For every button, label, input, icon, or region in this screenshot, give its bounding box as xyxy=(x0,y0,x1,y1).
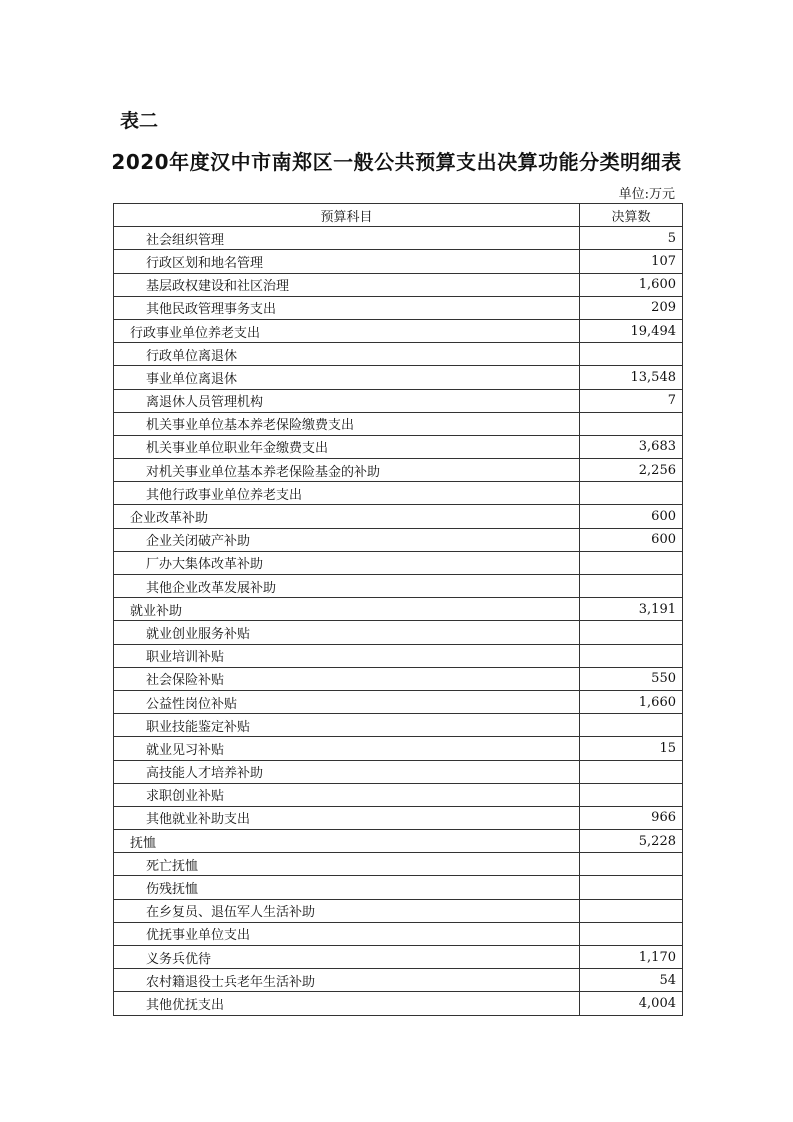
table-row xyxy=(114,296,683,319)
budget-subject: 其他行政事业单位养老支出 xyxy=(114,482,580,505)
table-row xyxy=(114,922,683,945)
final-amount xyxy=(580,876,683,899)
table-row xyxy=(114,806,683,829)
table-row xyxy=(114,505,683,528)
table-row xyxy=(114,319,683,342)
final-amount: 2,256 xyxy=(580,459,683,482)
budget-subject: 社会保险补贴 xyxy=(114,667,580,690)
budget-subject: 义务兵优待 xyxy=(114,946,580,969)
table-row xyxy=(114,482,683,505)
budget-subject: 事业单位离退休 xyxy=(114,366,580,389)
table-row xyxy=(114,343,683,366)
table-row xyxy=(114,992,683,1015)
final-amount xyxy=(580,343,683,366)
budget-subject: 高技能人才培养补助 xyxy=(114,760,580,783)
table-row xyxy=(114,366,683,389)
final-amount: 107 xyxy=(580,250,683,273)
final-amount xyxy=(580,714,683,737)
budget-subject: 其他企业改革发展补助 xyxy=(114,575,580,598)
budget-subject: 企业关闭破产补助 xyxy=(114,528,580,551)
budget-subject: 社会组织管理 xyxy=(114,227,580,250)
table-row xyxy=(114,690,683,713)
budget-subject: 其他就业补助支出 xyxy=(114,806,580,829)
budget-subject: 就业补助 xyxy=(114,598,580,621)
table-row xyxy=(114,435,683,458)
budget-subject: 机关事业单位基本养老保险缴费支出 xyxy=(114,412,580,435)
table-row xyxy=(114,412,683,435)
table-row xyxy=(114,389,683,412)
final-amount: 54 xyxy=(580,969,683,992)
table-row xyxy=(114,783,683,806)
budget-subject: 其他民政管理事务支出 xyxy=(114,296,580,319)
budget-subject: 农村籍退役士兵老年生活补助 xyxy=(114,969,580,992)
table-row xyxy=(114,621,683,644)
table-row xyxy=(114,459,683,482)
budget-subject: 离退休人员管理机构 xyxy=(114,389,580,412)
budget-subject: 就业创业服务补贴 xyxy=(114,621,580,644)
final-amount xyxy=(580,482,683,505)
unit-label: 单位:万元 xyxy=(618,187,675,202)
table-row xyxy=(114,273,683,296)
budget-subject: 抚恤 xyxy=(114,830,580,853)
final-amount: 209 xyxy=(580,296,683,319)
budget-subject: 死亡抚恤 xyxy=(114,853,580,876)
budget-subject: 公益性岗位补贴 xyxy=(114,690,580,713)
final-amount xyxy=(580,621,683,644)
column-header-subject: 预算科目 xyxy=(114,204,580,227)
table-row xyxy=(114,899,683,922)
final-amount: 15 xyxy=(580,737,683,760)
final-amount xyxy=(580,575,683,598)
table-body xyxy=(114,227,683,1015)
table-row xyxy=(114,598,683,621)
budget-subject: 其他优抚支出 xyxy=(114,992,580,1015)
table-row xyxy=(114,227,683,250)
table-row xyxy=(114,644,683,667)
budget-subject: 厂办大集体改革补助 xyxy=(114,551,580,574)
table-row xyxy=(114,876,683,899)
budget-subject: 对机关事业单位基本养老保险基金的补助 xyxy=(114,459,580,482)
budget-subject: 基层政权建设和社区治理 xyxy=(114,273,580,296)
final-amount: 4,004 xyxy=(580,992,683,1015)
final-amount: 600 xyxy=(580,505,683,528)
column-header-amount: 决算数 xyxy=(580,204,683,227)
final-amount xyxy=(580,899,683,922)
final-amount: 1,170 xyxy=(580,946,683,969)
budget-subject: 职业培训补贴 xyxy=(114,644,580,667)
table-row xyxy=(114,760,683,783)
page-title: 2020年度汉中市南郑区一般公共预算支出决算功能分类明细表 xyxy=(111,150,682,174)
table-row xyxy=(114,830,683,853)
final-amount xyxy=(580,922,683,945)
budget-subject: 在乡复员、退伍军人生活补助 xyxy=(114,899,580,922)
final-amount: 966 xyxy=(580,806,683,829)
table-row xyxy=(114,737,683,760)
table-row xyxy=(114,946,683,969)
budget-subject: 机关事业单位职业年金缴费支出 xyxy=(114,435,580,458)
table-row xyxy=(114,575,683,598)
final-amount xyxy=(580,760,683,783)
table-row xyxy=(114,853,683,876)
budget-subject: 行政单位离退休 xyxy=(114,343,580,366)
budget-subject: 优抚事业单位支出 xyxy=(114,922,580,945)
table-header-row xyxy=(114,204,683,227)
budget-subject: 行政区划和地名管理 xyxy=(114,250,580,273)
final-amount xyxy=(580,853,683,876)
table-row xyxy=(114,528,683,551)
table-row xyxy=(114,250,683,273)
final-amount: 13,548 xyxy=(580,366,683,389)
final-amount xyxy=(580,644,683,667)
final-amount: 5 xyxy=(580,227,683,250)
budget-table xyxy=(113,203,683,1016)
table-row xyxy=(114,969,683,992)
final-amount xyxy=(580,412,683,435)
final-amount: 3,191 xyxy=(580,598,683,621)
final-amount: 550 xyxy=(580,667,683,690)
table-row xyxy=(114,667,683,690)
table-row xyxy=(114,714,683,737)
budget-subject: 企业改革补助 xyxy=(114,505,580,528)
final-amount: 19,494 xyxy=(580,319,683,342)
final-amount xyxy=(580,551,683,574)
budget-subject: 伤残抚恤 xyxy=(114,876,580,899)
budget-subject: 就业见习补贴 xyxy=(114,737,580,760)
final-amount: 1,600 xyxy=(580,273,683,296)
budget-subject: 求职创业补贴 xyxy=(114,783,580,806)
budget-subject: 行政事业单位养老支出 xyxy=(114,319,580,342)
final-amount: 600 xyxy=(580,528,683,551)
budget-subject: 职业技能鉴定补贴 xyxy=(114,714,580,737)
table-row xyxy=(114,551,683,574)
final-amount: 5,228 xyxy=(580,830,683,853)
final-amount: 3,683 xyxy=(580,435,683,458)
table-label: 表二 xyxy=(120,110,159,132)
final-amount: 1,660 xyxy=(580,690,683,713)
final-amount: 7 xyxy=(580,389,683,412)
final-amount xyxy=(580,783,683,806)
